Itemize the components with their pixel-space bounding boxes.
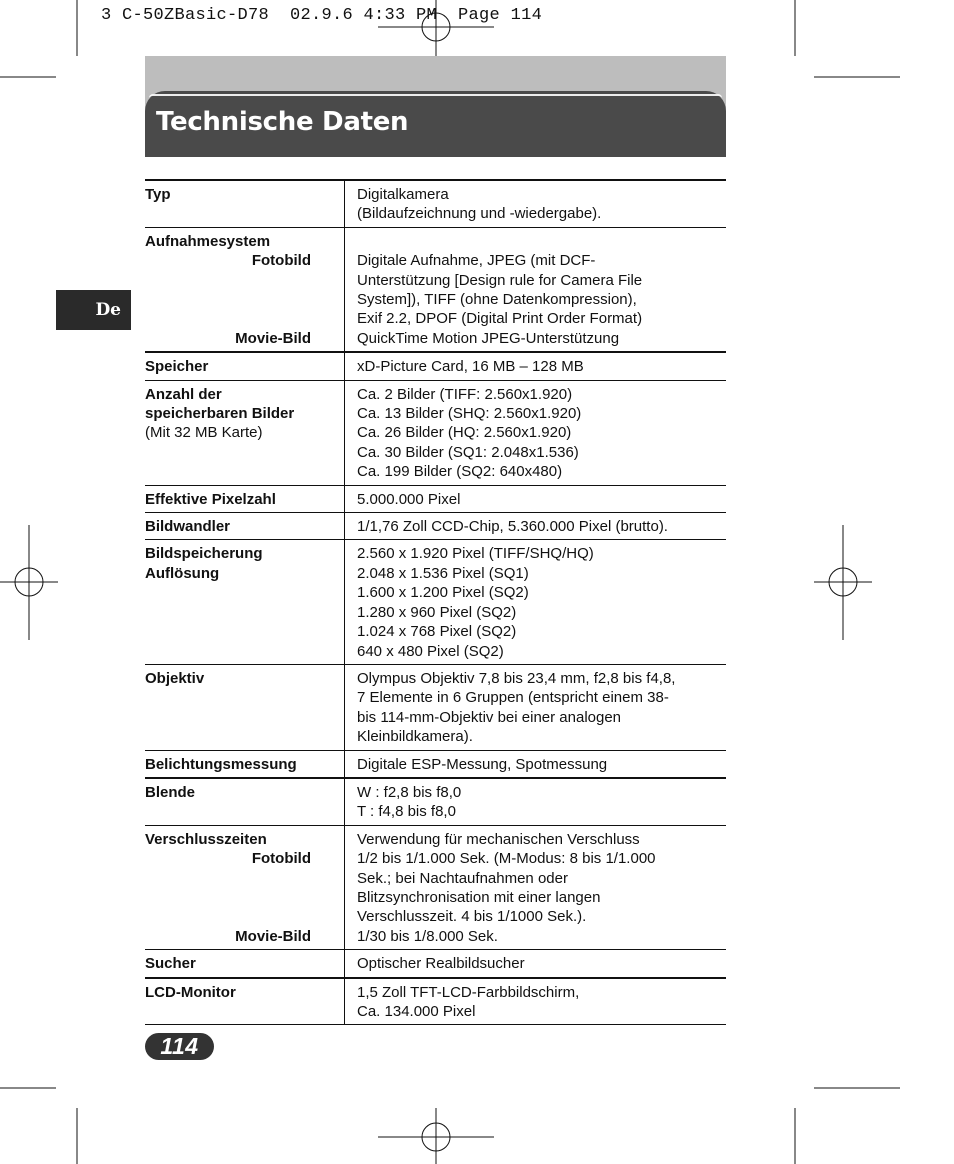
language-tab: De [56, 290, 131, 330]
spec-value-line: Olympus Objektiv 7,8 bis 23,4 mm, f2,8 bis f4,8, [357, 669, 676, 687]
registration-mark-right [814, 525, 872, 640]
spec-value-line: Ca. 13 Bilder (SHQ: 2.560x1.920) [357, 405, 582, 423]
spec-value-line: 1/1,76 Zoll CCD-Chip, 5.360.000 Pixel (brutto). [357, 518, 668, 536]
spec-value-line: 1.024 x 768 Pixel (SQ2) [357, 623, 517, 641]
spec-label-cell [145, 513, 345, 539]
spec-label: Effektive Pixelzahl [145, 490, 276, 508]
spec-value-line: Ca. 26 Bilder (HQ: 2.560x1.920) [357, 424, 572, 442]
spec-value-line: Blitzsynchronisation mit einer langen [357, 888, 601, 906]
spec-label: Verschlusszeiten [145, 830, 267, 848]
spec-label: Blende [145, 783, 196, 801]
spec-label-cell [145, 950, 345, 976]
spec-value-line: 1.280 x 960 Pixel (SQ2) [357, 603, 517, 621]
spec-value-cell [345, 181, 726, 227]
spec-label: Aufnahmesystem [145, 232, 271, 250]
spec-value-line: Digitale Aufnahme, JPEG (mit DCF- [357, 252, 596, 270]
spec-row-objektiv [145, 665, 726, 751]
spec-value-cell [345, 665, 726, 750]
spec-value-cell [345, 381, 726, 485]
spec-label-cell [145, 826, 345, 949]
spec-value-line: System]), TIFF (ohne Datenkompression), [357, 291, 637, 309]
registration-mark-left [0, 525, 58, 640]
spec-value-line: Ca. 30 Bilder (SQ1: 2.048x1.536) [357, 443, 579, 461]
spec-value-cell [345, 826, 726, 949]
registration-mark-bottom [378, 1108, 494, 1164]
spec-label: Speicher [145, 358, 209, 376]
spec-value-line: 1,5 Zoll TFT-LCD-Farbbildschirm, [357, 983, 580, 1001]
spec-value-line: Digitalkamera [357, 186, 449, 203]
spec-value-line: Optischer Realbildsucher [357, 955, 525, 973]
spec-value-cell [345, 950, 726, 976]
spec-label-cell [145, 181, 345, 227]
spec-label: Anzahl der [145, 385, 222, 403]
spec-value-line: 640 x 480 Pixel (SQ2) [357, 642, 504, 660]
spec-label: LCD-Monitor [145, 983, 236, 1001]
spec-row-pixelzahl [145, 486, 726, 513]
spec-value-line: Sek.; bei Nachtaufnahmen oder [357, 869, 568, 887]
spec-value-line: T : f4,8 bis f8,0 [357, 803, 456, 821]
spec-row-aufnahmesystem [145, 228, 726, 353]
title-tab [145, 91, 726, 157]
spec-value-line: Exif 2.2, DPOF (Digital Print Order Format) [357, 310, 643, 328]
spec-value-line: (Bildaufzeichnung und -wiedergabe). [357, 205, 602, 223]
spec-value-cell [345, 513, 726, 539]
spec-value-cell [345, 486, 726, 512]
spec-label-cell [145, 353, 345, 379]
page-number: 114 [145, 1033, 214, 1060]
spec-sublabel: Fotobild [251, 850, 311, 868]
spec-value-cell [345, 779, 726, 825]
spec-value-line: 5.000.000 Pixel [357, 490, 461, 508]
spec-sublabel: Fotobild [251, 252, 311, 270]
spec-label: Auflösung [145, 564, 220, 582]
spec-label-cell [145, 751, 345, 777]
spec-value-line: Kleinbildkamera). [357, 728, 473, 746]
spec-row-blende [145, 779, 726, 826]
spec-label: Bildspeicherung [145, 545, 263, 563]
spec-label: Sucher [145, 955, 196, 973]
print-header: 3 C-50ZBasic-D78 02.9.6 4:33 PM Page 114 [101, 6, 543, 25]
page-title: Technische Daten [156, 107, 409, 137]
spec-value-line: xD-Picture Card, 16 MB – 128 MB [357, 358, 584, 376]
spec-label: speicherbaren Bilder [145, 405, 295, 423]
spec-label-cell [145, 381, 345, 485]
spec-row-anzahl [145, 381, 726, 486]
spec-value-cell [345, 228, 726, 351]
spec-label-cell [145, 979, 345, 1025]
spec-value-cell [345, 751, 726, 777]
spec-label-cell [145, 665, 345, 750]
spec-value-line: Ca. 2 Bilder (TIFF: 2.560x1.920) [357, 385, 573, 403]
spec-row-verschlusszeiten [145, 826, 726, 950]
spec-value-line: Ca. 199 Bilder (SQ2: 640x480) [357, 463, 563, 481]
spec-value-line: W : f2,8 bis f8,0 [357, 783, 462, 801]
spec-value-line: 1/2 bis 1/1.000 Sek. (M-Modus: 8 bis 1/1.000 [357, 850, 656, 868]
spec-note: (Mit 32 MB Karte) [145, 424, 263, 442]
spec-row-sucher [145, 950, 726, 978]
spec-value-cell [345, 979, 726, 1025]
spec-label-cell [145, 486, 345, 512]
spec-label-cell [145, 540, 345, 663]
spec-label: Belichtungsmessung [145, 755, 297, 773]
spec-label: Typ [145, 186, 171, 203]
spec-row-bildwandler [145, 513, 726, 540]
spec-label: Objektiv [145, 669, 205, 687]
spec-sublabel: Movie-Bild [235, 927, 311, 945]
spec-value-line: 1/30 bis 1/8.000 Sek. [357, 927, 498, 945]
spec-value-line: 2.560 x 1.920 Pixel (TIFF/SHQ/HQ) [357, 545, 594, 563]
spec-table [145, 179, 726, 1025]
spec-value-line: 7 Elemente in 6 Gruppen (entspricht einem 38- [357, 689, 669, 707]
spec-value-line: Verschlusszeit. 4 bis 1/1000 Sek.). [357, 908, 587, 926]
spec-value-line: Digitale ESP-Messung, Spotmessung [357, 755, 608, 773]
spec-value-cell [345, 353, 726, 379]
spec-label-cell [145, 779, 345, 825]
spec-row-lcd-monitor [145, 979, 726, 1026]
spec-row-belichtungsmessung [145, 751, 726, 779]
spec-value-line: QuickTime Motion JPEG-Unterstützung [357, 329, 620, 347]
spec-value-cell [345, 540, 726, 663]
spec-row-aufloesung [145, 540, 726, 664]
spec-row-typ [145, 181, 726, 228]
spec-value-line: bis 114-mm-Objektiv bei einer analogen [357, 708, 622, 726]
spec-value-line: 1.600 x 1.200 Pixel (SQ2) [357, 584, 529, 602]
spec-value-line: Verwendung für mechanischen Verschluss [357, 830, 640, 848]
spec-value-line: Unterstützung [Design rule for Camera File [357, 271, 643, 289]
spec-label: Bildwandler [145, 518, 231, 536]
spec-value-line: Ca. 134.000 Pixel [357, 1003, 476, 1021]
spec-value-line: 2.048 x 1.536 Pixel (SQ1) [357, 564, 529, 582]
spec-row-speicher [145, 353, 726, 380]
spec-sublabel: Movie-Bild [235, 329, 311, 347]
spec-label-cell [145, 228, 345, 351]
